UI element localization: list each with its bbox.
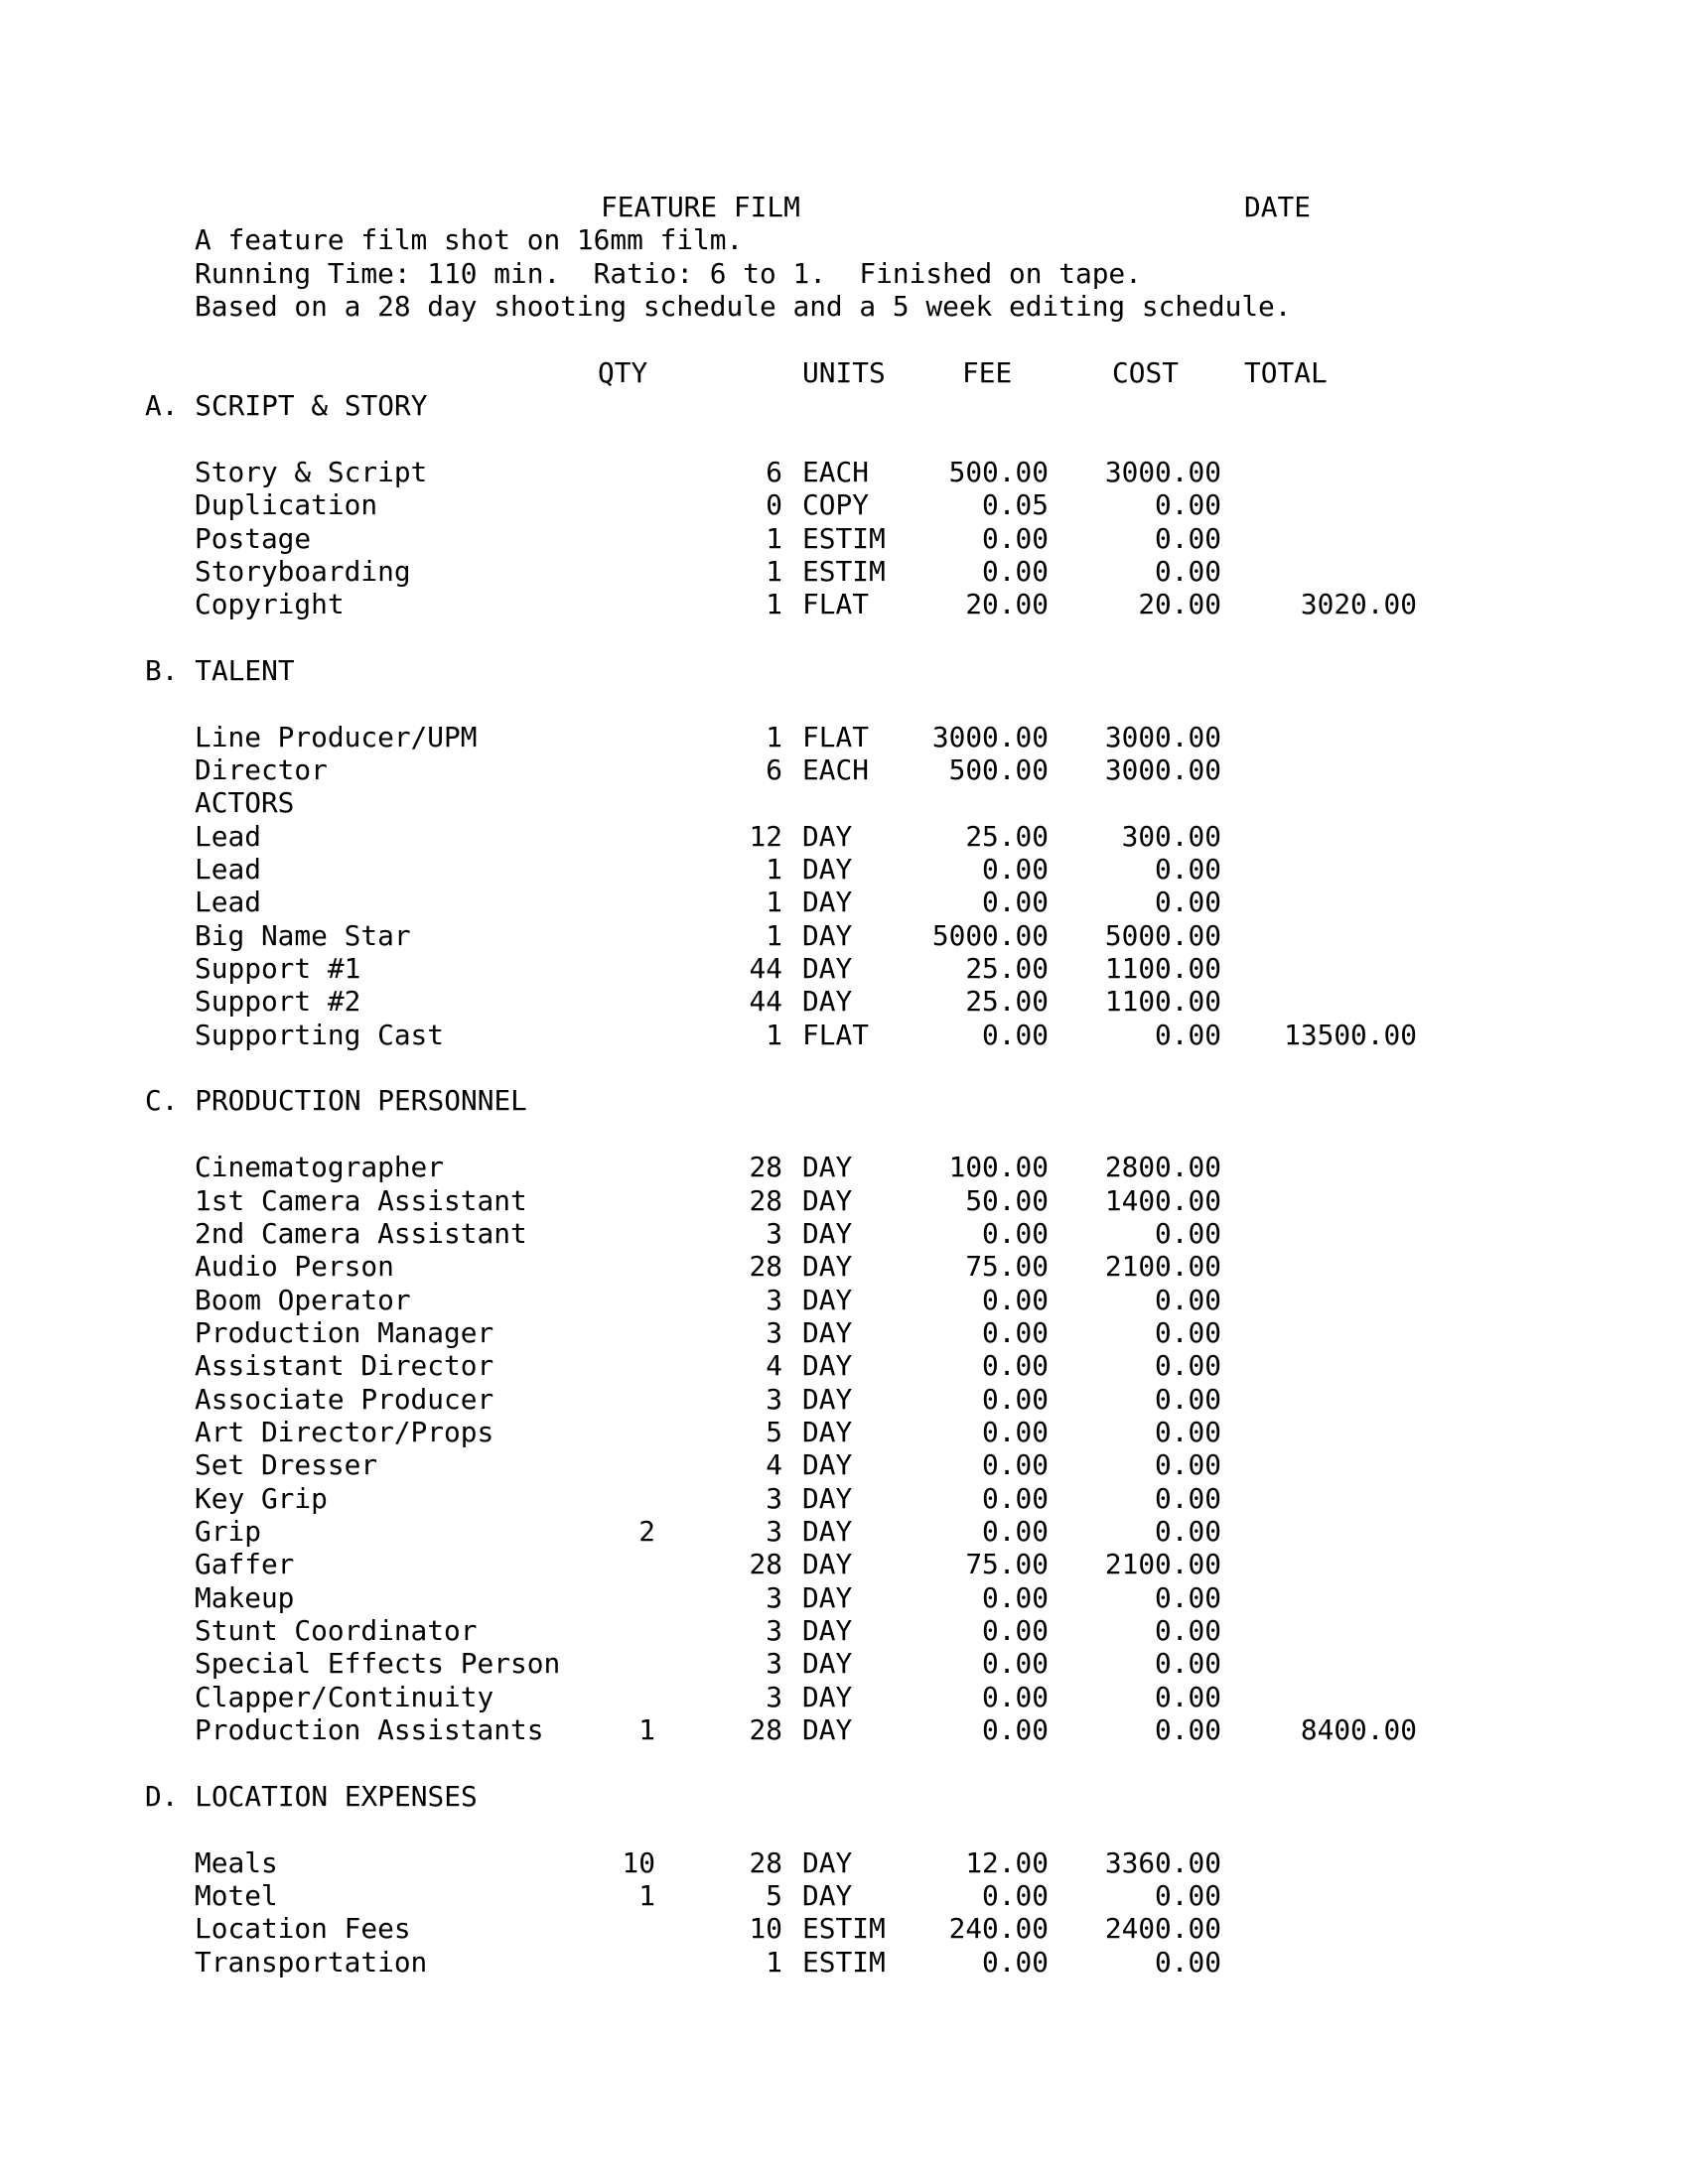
column-header-qty: QTY [598, 355, 648, 389]
row-cost: 0.00 [1155, 554, 1221, 588]
row-cost: 0.00 [1155, 1448, 1221, 1482]
budget-row [0, 1647, 1688, 1681]
row-label: Location Fees [195, 1912, 411, 1946]
row-label: Storyboarding [195, 554, 411, 588]
budget-row [0, 1217, 1688, 1251]
row-units: DAY [802, 1183, 853, 1217]
row-qty: 10 [622, 1845, 655, 1879]
row-fee: 0.00 [982, 1945, 1049, 1979]
row-fee: 0.00 [982, 1216, 1049, 1250]
budget-row [0, 1713, 1688, 1747]
row-units: ESTIM [802, 1912, 886, 1946]
description-line [0, 290, 1688, 324]
budget-row [0, 1846, 1688, 1880]
row-label: Art Director/Props [195, 1415, 494, 1448]
section-heading: A. SCRIPT & STORY [145, 389, 428, 423]
row-fee: 0.00 [982, 1448, 1049, 1482]
budget-row [0, 721, 1688, 754]
row-units: DAY [802, 1614, 853, 1648]
row-amount: 3 [766, 1580, 782, 1614]
budget-row [0, 588, 1688, 621]
row-units: FLAT [802, 720, 869, 753]
row-cost: 0.00 [1155, 1315, 1221, 1349]
row-units: DAY [802, 1415, 853, 1448]
row-cost: 2400.00 [1104, 1912, 1221, 1946]
row-amount: 28 [749, 1250, 782, 1284]
section-heading-line [0, 1084, 1688, 1118]
row-cost: 300.00 [1121, 819, 1221, 853]
row-amount: 6 [766, 455, 782, 488]
row-fee: 3000.00 [931, 720, 1049, 753]
row-amount: 1 [766, 588, 782, 621]
row-fee: 25.00 [965, 952, 1049, 986]
row-units: DAY [802, 1878, 853, 1912]
row-label: Audio Person [195, 1250, 394, 1284]
budget-row [0, 1383, 1688, 1417]
row-amount: 3 [766, 1216, 782, 1250]
row-amount: 28 [749, 1845, 782, 1879]
row-label: Supporting Cast [195, 1018, 445, 1051]
row-fee: 0.00 [982, 853, 1049, 886]
row-label: Line Producer/UPM [195, 720, 478, 753]
row-cost: 0.00 [1155, 1349, 1221, 1383]
row-label: Lead [195, 886, 261, 919]
row-qty: 1 [638, 1878, 655, 1912]
row-label: Big Name Star [195, 918, 411, 952]
row-amount: 3 [766, 1481, 782, 1515]
row-amount: 28 [749, 1713, 782, 1747]
row-label: Copyright [195, 588, 345, 621]
row-fee: 75.00 [965, 1548, 1049, 1581]
description-text: Based on a 28 day shooting schedule and a 5 week editing schedule. [195, 290, 1292, 324]
row-fee: 0.00 [982, 1283, 1049, 1316]
section-heading-line [0, 654, 1688, 688]
row-units: DAY [802, 1647, 853, 1681]
row-fee: 100.00 [948, 1151, 1049, 1184]
row-label: Meals [195, 1845, 278, 1879]
budget-row [0, 952, 1688, 986]
row-label: Lead [195, 819, 261, 853]
row-cost: 0.00 [1155, 1415, 1221, 1448]
row-cost: 2100.00 [1104, 1548, 1221, 1581]
row-amount: 1 [766, 521, 782, 555]
row-units: EACH [802, 752, 869, 786]
section-heading: C. PRODUCTION PERSONNEL [145, 1084, 527, 1118]
row-label: Associate Producer [195, 1382, 494, 1416]
row-total: 3020.00 [1300, 588, 1417, 621]
row-units: DAY [802, 1845, 853, 1879]
row-units: ESTIM [802, 1945, 886, 1979]
description-line [0, 223, 1688, 257]
row-fee: 0.00 [982, 521, 1049, 555]
row-label: Set Dresser [195, 1448, 378, 1482]
row-cost: 5000.00 [1104, 918, 1221, 952]
row-units: COPY [802, 488, 869, 522]
row-amount: 1 [766, 853, 782, 886]
row-units: DAY [802, 853, 853, 886]
budget-row [0, 1581, 1688, 1615]
row-fee: 500.00 [948, 455, 1049, 488]
row-qty: 2 [638, 1515, 655, 1548]
row-label: Story & Script [195, 455, 428, 488]
column-header-fee: FEE [962, 355, 1013, 389]
row-fee: 0.00 [982, 554, 1049, 588]
row-units: DAY [802, 1481, 853, 1515]
column-header-line [0, 356, 1688, 390]
row-units: DAY [802, 1283, 853, 1316]
row-label: Stunt Coordinator [195, 1614, 478, 1648]
row-units: DAY [802, 1580, 853, 1614]
row-cost: 3360.00 [1104, 1845, 1221, 1879]
row-label: 1st Camera Assistant [195, 1183, 527, 1217]
budget-row [0, 1879, 1688, 1913]
row-amount: 3 [766, 1680, 782, 1713]
row-fee: 0.00 [982, 1349, 1049, 1383]
row-cost: 0.00 [1155, 886, 1221, 919]
row-units: DAY [802, 819, 853, 853]
budget-row [0, 1482, 1688, 1516]
row-amount: 4 [766, 1448, 782, 1482]
row-cost: 20.00 [1138, 588, 1221, 621]
row-amount: 1 [766, 720, 782, 753]
row-units: EACH [802, 455, 869, 488]
row-amount: 1 [766, 554, 782, 588]
row-label: Assistant Director [195, 1349, 494, 1383]
row-cost: 0.00 [1155, 1614, 1221, 1648]
row-qty: 1 [638, 1713, 655, 1747]
section-heading: B. TALENT [145, 653, 295, 687]
row-amount: 0 [766, 488, 782, 522]
row-cost: 0.00 [1155, 521, 1221, 555]
row-amount: 1 [766, 886, 782, 919]
section-heading: D. LOCATION EXPENSES [145, 1779, 478, 1813]
budget-row [0, 786, 1688, 820]
row-label: Grip [195, 1515, 261, 1548]
row-fee: 240.00 [948, 1912, 1049, 1946]
row-cost: 2100.00 [1104, 1250, 1221, 1284]
row-cost: 0.00 [1155, 1647, 1221, 1681]
section-heading-line [0, 389, 1688, 423]
row-fee: 0.00 [982, 1647, 1049, 1681]
budget-row [0, 753, 1688, 787]
row-units: DAY [802, 1250, 853, 1284]
row-cost: 1100.00 [1104, 952, 1221, 986]
budget-row [0, 1019, 1688, 1052]
row-cost: 0.00 [1155, 1216, 1221, 1250]
row-amount: 1 [766, 1018, 782, 1051]
row-label: Transportation [195, 1945, 428, 1979]
row-label: Motel [195, 1878, 278, 1912]
row-units: DAY [802, 1713, 853, 1747]
budget-row [0, 1184, 1688, 1218]
row-units: DAY [802, 1151, 853, 1184]
row-amount: 3 [766, 1382, 782, 1416]
row-cost: 0.00 [1155, 1878, 1221, 1912]
row-fee: 0.00 [982, 1481, 1049, 1515]
row-units: DAY [802, 1680, 853, 1713]
row-label: Production Assistants [195, 1713, 544, 1747]
row-label: 2nd Camera Assistant [195, 1216, 527, 1250]
row-amount: 1 [766, 1945, 782, 1979]
budget-row [0, 1151, 1688, 1184]
budget-row [0, 1284, 1688, 1317]
budget-row [0, 919, 1688, 953]
row-fee: 0.00 [982, 1878, 1049, 1912]
budget-row [0, 1316, 1688, 1350]
budget-row [0, 1416, 1688, 1449]
row-units: DAY [802, 886, 853, 919]
row-fee: 500.00 [948, 752, 1049, 786]
row-cost: 3000.00 [1104, 720, 1221, 753]
row-cost: 0.00 [1155, 1481, 1221, 1515]
row-fee: 0.05 [982, 488, 1049, 522]
row-units: DAY [802, 1448, 853, 1482]
row-units: ESTIM [802, 521, 886, 555]
row-amount: 3 [766, 1647, 782, 1681]
row-units: DAY [802, 1349, 853, 1383]
row-fee: 0.00 [982, 1382, 1049, 1416]
row-cost: 0.00 [1155, 1945, 1221, 1979]
budget-row [0, 853, 1688, 887]
row-fee: 0.00 [982, 1680, 1049, 1713]
row-units: FLAT [802, 1018, 869, 1051]
row-cost: 1400.00 [1104, 1183, 1221, 1217]
row-units: DAY [802, 1548, 853, 1581]
description-line [0, 257, 1688, 291]
budget-row [0, 820, 1688, 854]
row-fee: 12.00 [965, 1845, 1049, 1879]
row-units: ESTIM [802, 554, 886, 588]
row-label: Postage [195, 521, 312, 555]
row-fee: 25.00 [965, 819, 1049, 853]
row-amount: 3 [766, 1614, 782, 1648]
row-amount: 44 [749, 952, 782, 986]
row-fee: 20.00 [965, 588, 1049, 621]
budget-row [0, 488, 1688, 522]
row-amount: 5 [766, 1415, 782, 1448]
budget-row [0, 886, 1688, 919]
row-units: DAY [802, 1515, 853, 1548]
column-header-cost: COST [1112, 355, 1179, 389]
row-units: DAY [802, 918, 853, 952]
budget-row [0, 1349, 1688, 1383]
row-cost: 0.00 [1155, 1018, 1221, 1051]
budget-row [0, 1681, 1688, 1714]
row-cost: 0.00 [1155, 1382, 1221, 1416]
row-amount: 5 [766, 1878, 782, 1912]
row-amount: 3 [766, 1283, 782, 1316]
row-units: DAY [802, 1216, 853, 1250]
budget-row [0, 555, 1688, 589]
row-fee: 0.00 [982, 1415, 1049, 1448]
row-label: Clapper/Continuity [195, 1680, 494, 1713]
section-heading-line [0, 1780, 1688, 1814]
budget-row [0, 985, 1688, 1019]
row-units: DAY [802, 1315, 853, 1349]
row-cost: 0.00 [1155, 488, 1221, 522]
row-amount: 28 [749, 1183, 782, 1217]
row-fee: 5000.00 [931, 918, 1049, 952]
budget-row [0, 1912, 1688, 1946]
row-fee: 0.00 [982, 1580, 1049, 1614]
row-total: 13500.00 [1284, 1018, 1417, 1051]
row-amount: 3 [766, 1515, 782, 1548]
row-label: Cinematographer [195, 1151, 445, 1184]
title-line [0, 191, 1688, 224]
row-cost: 0.00 [1155, 1580, 1221, 1614]
description-text: A feature film shot on 16mm film. [195, 223, 744, 257]
row-label: Duplication [195, 488, 378, 522]
row-amount: 6 [766, 752, 782, 786]
row-cost: 0.00 [1155, 1515, 1221, 1548]
row-label: Makeup [195, 1580, 295, 1614]
row-amount: 10 [749, 1912, 782, 1946]
row-fee: 50.00 [965, 1183, 1049, 1217]
row-cost: 3000.00 [1104, 752, 1221, 786]
row-amount: 3 [766, 1315, 782, 1349]
row-fee: 0.00 [982, 1713, 1049, 1747]
budget-row [0, 1946, 1688, 1979]
row-label: Boom Operator [195, 1283, 411, 1316]
row-units: DAY [802, 952, 853, 986]
row-units: DAY [802, 1382, 853, 1416]
row-fee: 75.00 [965, 1250, 1049, 1284]
row-cost: 0.00 [1155, 1680, 1221, 1713]
budget-row [0, 522, 1688, 556]
row-label: Gaffer [195, 1548, 295, 1581]
row-cost: 3000.00 [1104, 455, 1221, 488]
row-label: Key Grip [195, 1481, 328, 1515]
row-units: DAY [802, 985, 853, 1019]
row-fee: 0.00 [982, 1018, 1049, 1051]
row-total: 8400.00 [1300, 1713, 1417, 1747]
row-label: Production Manager [195, 1315, 494, 1349]
row-label: Support #2 [195, 985, 361, 1019]
document-title: FEATURE FILM [601, 191, 800, 223]
row-cost: 0.00 [1155, 1713, 1221, 1747]
column-header-units: UNITS [802, 355, 886, 389]
row-fee: 0.00 [982, 886, 1049, 919]
row-amount: 28 [749, 1151, 782, 1184]
row-fee: 0.00 [982, 1515, 1049, 1548]
row-label: Lead [195, 853, 261, 886]
row-fee: 0.00 [982, 1614, 1049, 1648]
row-label: Director [195, 752, 328, 786]
row-cost: 0.00 [1155, 1283, 1221, 1316]
budget-row [0, 456, 1688, 489]
row-fee: 25.00 [965, 985, 1049, 1019]
row-amount: 12 [749, 819, 782, 853]
row-fee: 0.00 [982, 1315, 1049, 1349]
row-cost: 1100.00 [1104, 985, 1221, 1019]
description-text: Running Time: 110 min. Ratio: 6 to 1. Finished on tape. [195, 256, 1142, 290]
row-amount: 44 [749, 985, 782, 1019]
column-header-total: TOTAL [1244, 355, 1328, 389]
budget-row [0, 1448, 1688, 1482]
row-units: FLAT [802, 588, 869, 621]
row-amount: 4 [766, 1349, 782, 1383]
budget-row [0, 1515, 1688, 1549]
row-label: ACTORS [195, 786, 295, 820]
budget-row [0, 1614, 1688, 1648]
row-cost: 0.00 [1155, 853, 1221, 886]
date-label: DATE [1244, 191, 1311, 223]
budget-row [0, 1548, 1688, 1581]
row-amount: 28 [749, 1548, 782, 1581]
row-label: Support #1 [195, 952, 361, 986]
row-amount: 1 [766, 918, 782, 952]
row-label: Special Effects Person [195, 1647, 561, 1681]
row-cost: 2800.00 [1104, 1151, 1221, 1184]
budget-row [0, 1250, 1688, 1284]
